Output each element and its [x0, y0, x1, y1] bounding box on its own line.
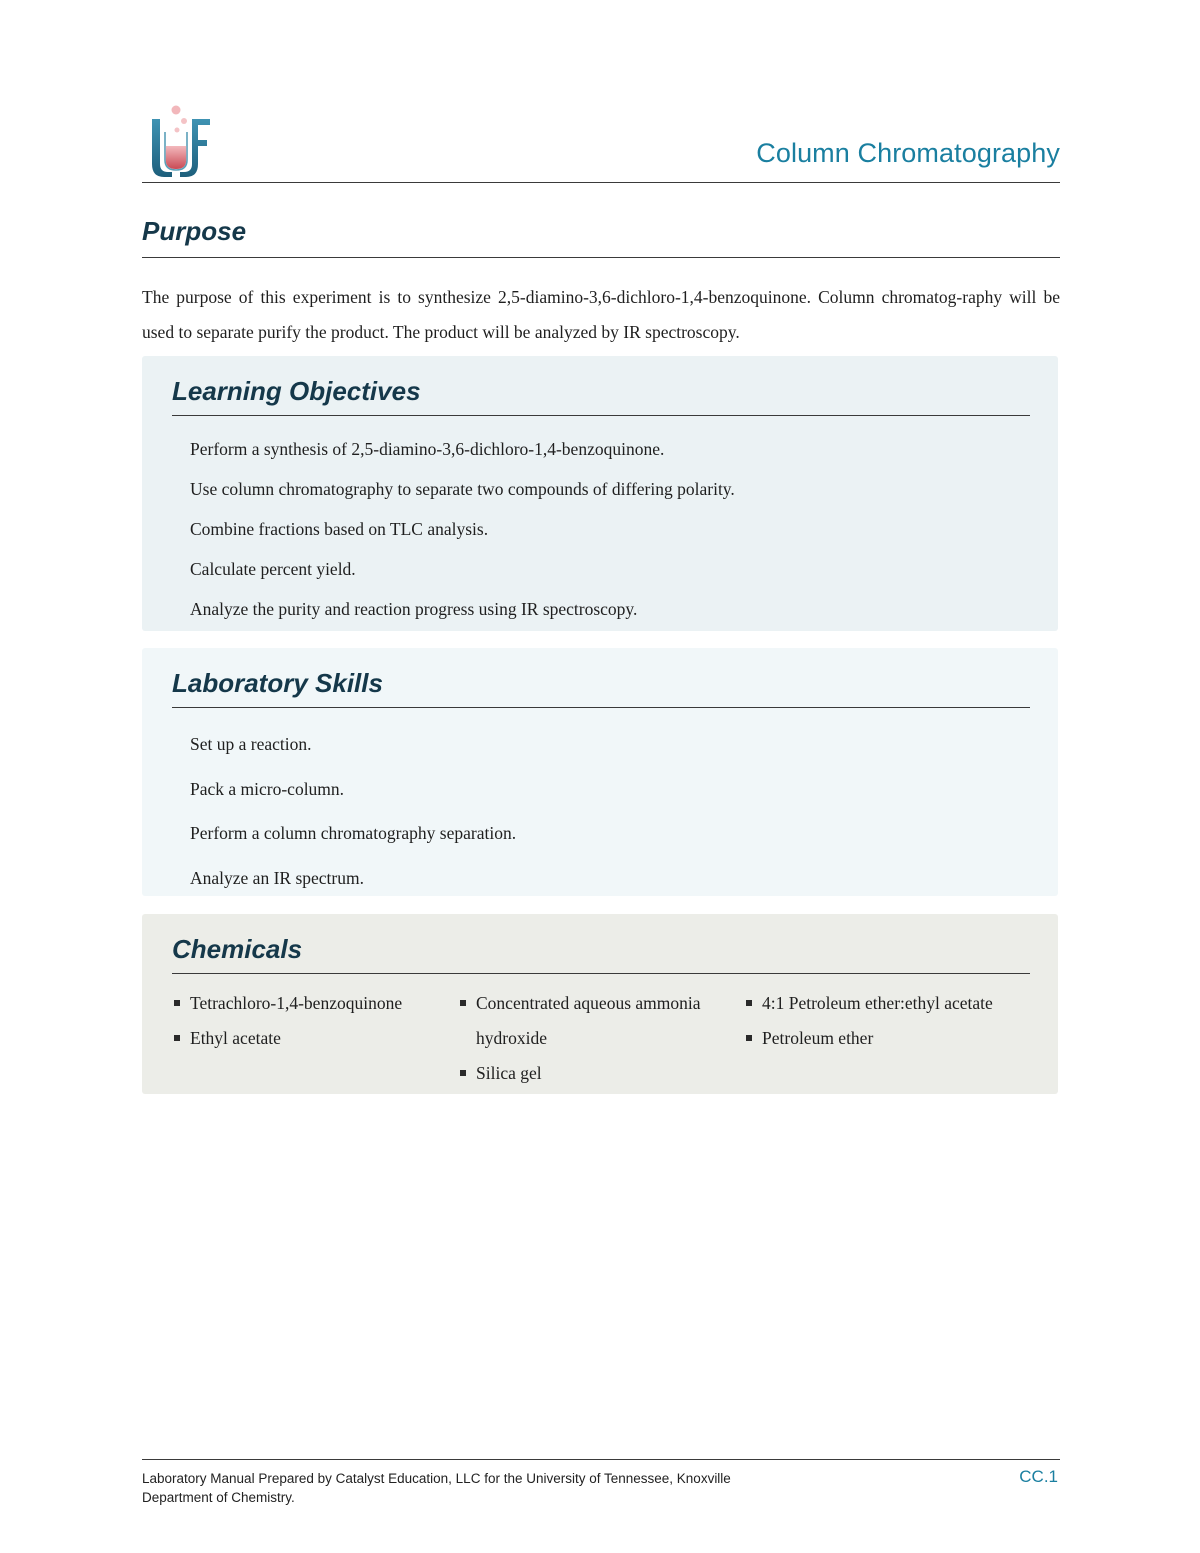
chemical-item: Concentrated aqueous ammonia hydroxide — [458, 986, 744, 1056]
list-item: Analyze an IR spectrum. — [190, 867, 364, 888]
skills-list — [172, 722, 1030, 900]
objectives-heading: Learning Objectives — [172, 376, 1030, 416]
chemical-item: Petroleum ether — [744, 1021, 1030, 1056]
list-item: Combine fractions based on TLC analysis. — [190, 519, 489, 539]
chemicals-column-1 — [172, 986, 458, 1091]
list-item: Analyze the purity and reaction progress using IR spectroscopy. — [190, 599, 638, 619]
learning-objectives-box — [142, 356, 1058, 631]
list-item: Perform a synthesis of 2,5-diamino-3,6-dichloro-1,4-benzoquinone. — [190, 439, 665, 459]
footer-line-1: Laboratory Manual Prepared by Catalyst Education, LLC for the University of Tennessee, Knoxville — [142, 1471, 731, 1486]
page-title: Column Chromatography — [756, 138, 1060, 168]
chemicals-box — [142, 914, 1058, 1094]
list-item: Perform a column chromatography separation. — [190, 823, 517, 843]
chemicals-column-3 — [744, 986, 1030, 1091]
chemical-item: Tetrachloro-1,4-benzoquinone — [172, 986, 458, 1021]
list-item: Use column chromatography to separate two compounds of differing polarity. — [190, 479, 735, 499]
list-item: Pack a micro-column. — [190, 778, 345, 799]
list-item: Set up a reaction. — [190, 734, 312, 754]
page-number: CC.1 — [1019, 1467, 1058, 1486]
page-header — [142, 100, 1060, 183]
purpose-section — [142, 216, 1060, 350]
chemicals-column-2 — [458, 986, 744, 1091]
skills-heading: Laboratory Skills — [172, 668, 1030, 708]
chemical-item: Ethyl acetate — [172, 1021, 458, 1056]
chemical-item: 4:1 Petroleum ether:ethyl acetate — [744, 986, 1030, 1021]
chemicals-columns — [172, 986, 1030, 1091]
laboratory-skills-box — [142, 648, 1058, 896]
purpose-text: The purpose of this experiment is to synthesize 2,5-diamino-3,6-dichloro-1,4-benzoquinone. Column chromatog-raphy will be used to separate purify the product. The product will be analyzed by IR spectroscopy. — [142, 287, 1060, 342]
chemical-item: Silica gel — [458, 1056, 744, 1091]
footer-credit — [142, 1469, 862, 1507]
chemicals-heading: Chemicals — [172, 934, 1030, 974]
footer-line-2: Department of Chemistry. — [142, 1490, 295, 1505]
flask-logo-icon — [146, 102, 212, 178]
objectives-list — [172, 429, 1030, 629]
purpose-heading: Purpose — [142, 216, 1060, 258]
page-footer — [142, 1459, 1060, 1505]
list-item: Calculate percent yield. — [190, 559, 356, 579]
